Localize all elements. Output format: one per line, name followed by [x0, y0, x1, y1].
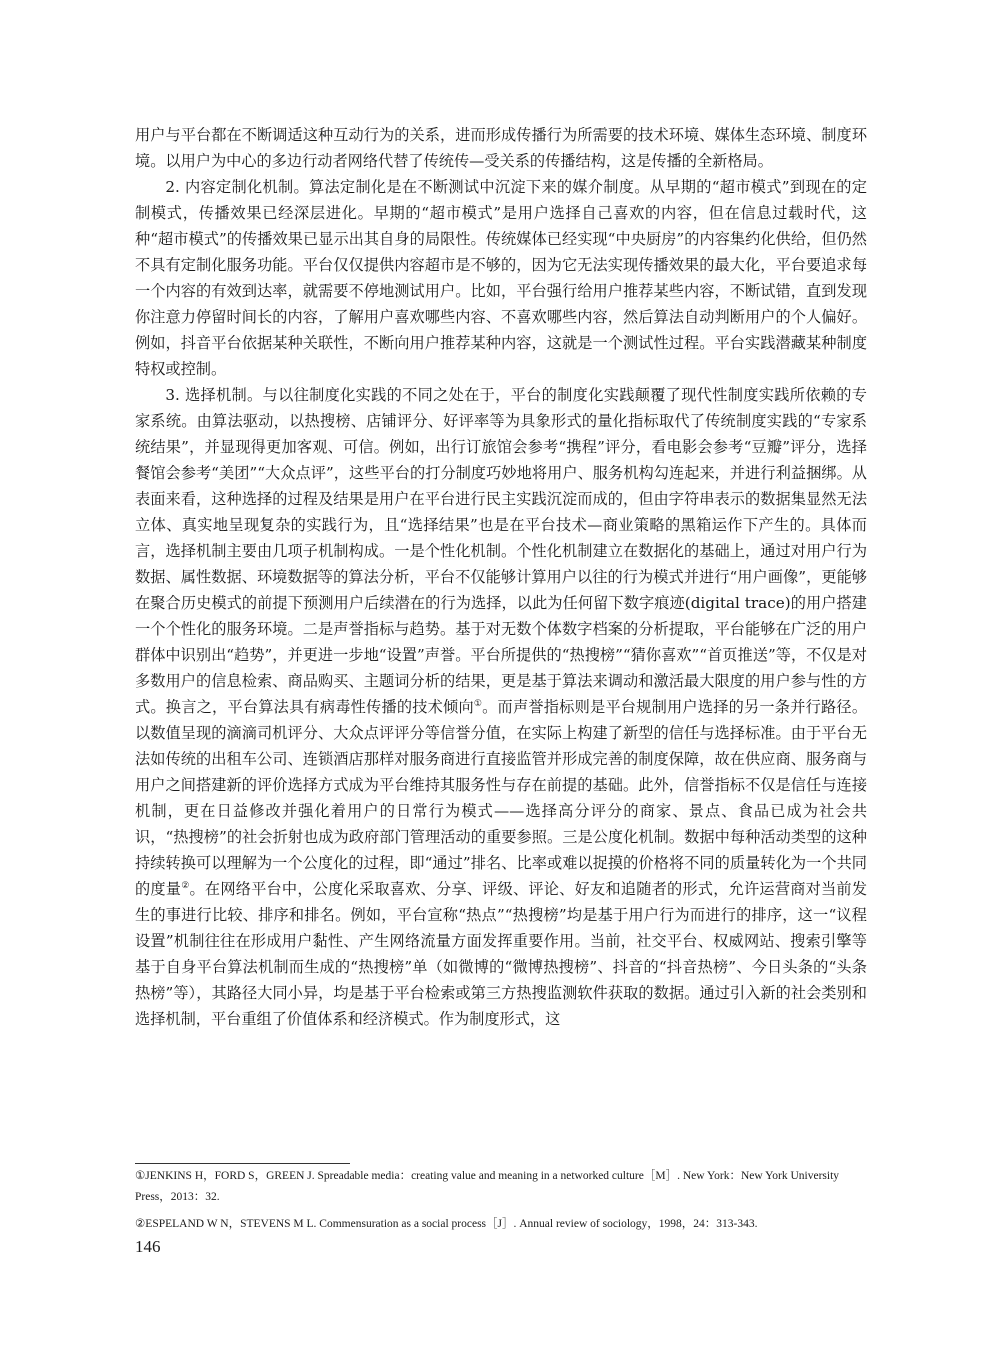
- footnote-ref-1[interactable]: ①: [473, 698, 483, 709]
- paragraph-text-part-3: 。在网络平台中，公度化采取喜欢、分享、评级、评论、好友和追随者的形式，允许运营商对当前发生的事进行比较、排序和排名。例如，平台宣称“热点”“热搜榜”均是基于用户行为而进行的排序，这一“议程设置”机制往往在形成用户黏性、产生网络流量方面发挥重要作用。当前，社交平台、权威网站、搜索引擎等基于自身平台算法机制而生成的“热搜榜”单（如微博的“微博热搜榜”、抖音的“抖音热榜”、今日头条的“头条热榜”等），其路径大同小异，均是基于平台检索或第三方热搜监测软件获取的数据。通过引入新的社会类别和选择机制，平台重组了价值体系和经济模式。作为制度形式，这: [135, 880, 868, 1028]
- paragraph-text-part-2: 。而声誉指标则是平台规制用户选择的另一条并行路径。以数值呈现的滴滴司机评分、大众点评评分等信誉分值，在实际上构建了新型的信任与选择标准。由于平台无法如传统的出租车公司、连锁酒店那样对服务商进行直接监管并形成完善的制度保障，故在供应商、服务商与用户之间搭建新的评价选择方式成为平台维持其服务性与存在前提的基础。此外，信誉指标不仅是信任与连接机制，更在日益修改并强化着用户的日常行为模式——选择高分评分的商家、景点、食品已成为社会共识，“热搜榜”的社会折射也成为政府部门管理活动的重要参照。三是公度化机制。数据中每种活动类型的这种持续转换可以理解为一个公度化的过程，即“通过”排名、比率或难以捉摸的价格将不同的质量转化为一个共同的度量: [135, 698, 868, 898]
- footnote-1: ①JENKINS H，FORD S，GREEN J. Spreadable media：creating value and meaning in a networked culture［M］. New York：New York University Press，2013：32.: [135, 1170, 840, 1203]
- paragraph-selection-mechanism: [135, 382, 867, 1032]
- paragraph-content-customization: 2. 内容定制化机制。算法定制化是在不断测试中沉淀下来的媒介制度。从早期的“超市模式”到现在的定制模式，传播效果已经深层进化。早期的“超市模式”是用户选择自己喜欢的内容，但在信息过载时代，这种“超市模式”的传播效果已显示出其自身的局限性。传统媒体已经实现“中央厨房”的内容集约化供给，但仍然不具有定制化服务功能。平台仅仅提供内容超市是不够的，因为它无法实现传播效果的最大化，平台要追求每一个内容的有效到达率，就需要不停地测试用户。比如，平台强行给用户推荐某些内容，不断试错，直到发现你注意力停留时间长的内容，了解用户喜欢哪些内容、不喜欢哪些内容，然后算法自动判断用户的个人偏好。例如，抖音平台依据某种关联性，不断向用户推荐某种内容，这就是一个测试性过程。平台实践潜藏某种制度特权或控制。: [135, 178, 867, 378]
- paragraph-text-part-1: 3. 选择机制。与以往制度化实践的不同之处在于，平台的制度化实践颠覆了现代性制度实践所依赖的专家系统。由算法驱动，以热搜榜、店铺评分、好评率等为具象形式的量化指标取代了传统制度实践的“专家系统结果”，并显现得更加客观、可信。例如，出行订旅馆会参考“携程”评分，看电影会参考“豆瓣”评分，选择餐馆会参考“美团”“大众点评”，这些平台的打分制度巧妙地将用户、服务机构勾连起来，并进行利益捆绑。从表面来看，这种选择的过程及结果是用户在平台进行民主实践沉淀而成的，但由字符串表示的数据集显然无法立体、真实地呈现复杂的实践行为，且“选择结果”也是在平台技术—商业策略的黑箱运作下产生的。具体而言，选择机制主要由几项子机制构成。一是个性化机制。个性化机制建立在数据化的基础上，通过对用户行为数据、属性数据、环境数据等的算法分析，平台不仅能够计算用户以往的行为模式并进行“用户画像”，更能够在聚合历史模式的前提下预测用户后续潜在的行为选择，以此为任何留下数字痕迹(digital trace)的用户搭建一个个性化的服务环境。二是声誉指标与趋势。基于对无数个体数字档案的分析提取，平台能够在广泛的用户群体中识别出“趋势”，并更进一步地“设置”声誉。平台所提供的“热搜榜”“猜你喜欢”“首页推送”等，不仅是对多数用户的信息检索、商品购买、主题词分析的结果，更是基于算法来调动和激活最大限度的用户参与性的方式。换言之，平台算法具有病毒性传播的技术倾向: [135, 386, 867, 716]
- page-number: 146: [135, 1237, 161, 1256]
- footnote-ref-2[interactable]: ②: [181, 880, 190, 891]
- footnote-2: ②ESPELAND W N，STEVENS M L. Commensuration as a social process［J］. Annual review of sociology，1998，24：313-343.: [135, 1218, 758, 1230]
- footnote-divider: [135, 1163, 350, 1164]
- paragraph-continuation: 用户与平台都在不断调适这种互动行为的关系，进而形成传播行为所需要的技术环境、媒体生态环境、制度环境。以用户为中心的多边行动者网络代替了传统传—受关系的传播结构，这是传播的全新格局。: [135, 126, 867, 170]
- footnotes: [135, 1166, 867, 1241]
- body-text: [135, 122, 867, 1032]
